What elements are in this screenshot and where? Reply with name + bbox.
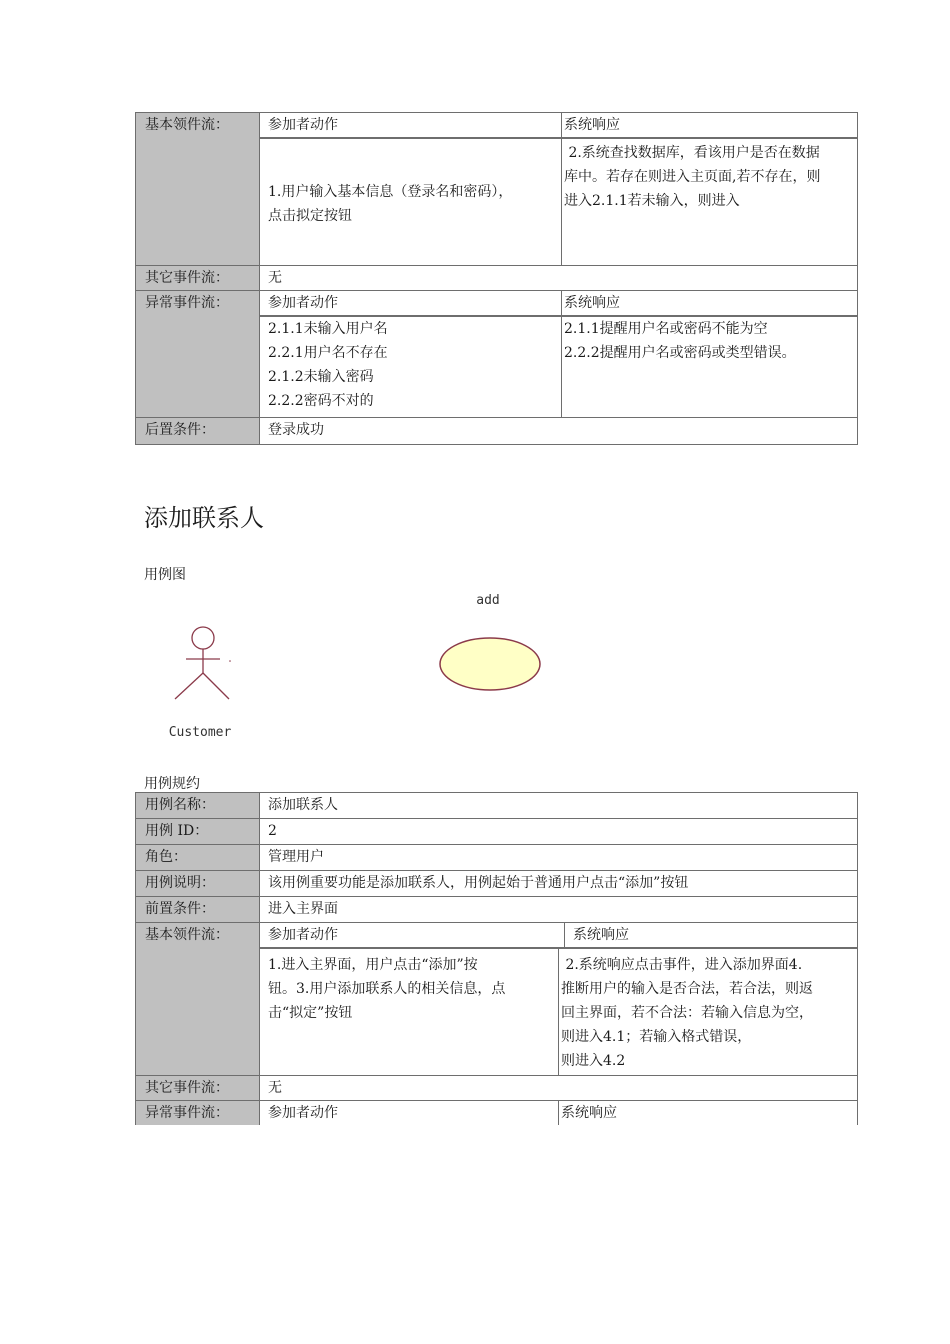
basic-response-line: 则进入4.2: [561, 1053, 626, 1069]
system-response-header: 系统响应: [562, 113, 858, 138]
system-response-header: 系统响应: [565, 923, 858, 948]
actor-icon: [175, 627, 229, 699]
basic-response-cell: [562, 139, 858, 265]
basic-response-line: 2.系统查找数据库，看该用户是否在数据: [564, 145, 820, 161]
exception-flow-label: 异常事件流：: [136, 1101, 260, 1126]
name-label: 用例名称：: [136, 793, 260, 819]
postcondition-value: 登录成功: [260, 418, 858, 445]
basic-response-line: 回主界面，若不合法：若输入信息为空，: [561, 1005, 813, 1021]
desc-value: 该用例重要功能是添加联系人，用例起始于普通用户点击“添加”按钮: [260, 871, 858, 897]
basic-flow-label: 基本领件流：: [136, 923, 260, 1076]
exception-action-item: 2.2.2密码不对的: [268, 393, 374, 409]
basic-action-cell: [260, 139, 562, 265]
exception-flow-label: 异常事件流：: [136, 291, 260, 418]
exception-actions-cell: [260, 317, 562, 417]
basic-response-line: 2.系统响应点击事件，进入添加界面4.: [561, 957, 803, 973]
basic-action-line: 点击拟定按钮: [268, 208, 352, 224]
basic-action-line: 击“拟定”按钮: [268, 1005, 353, 1021]
participant-action-header: 参加者动作: [260, 923, 565, 948]
participant-action-header: 参加者动作: [260, 113, 562, 138]
exception-action-item: 2.2.1用户名不存在: [268, 345, 388, 361]
name-value: 添加联系人: [260, 793, 858, 819]
other-flow-value: 无: [260, 266, 858, 291]
other-flow-label: 其它事件流：: [136, 266, 260, 291]
id-value: 2: [260, 819, 858, 845]
login-flow-table: [135, 112, 858, 445]
other-flow-value: 无: [260, 1076, 858, 1101]
exception-response-header: 系统响应: [562, 291, 858, 316]
exception-action-header: 参加者动作: [260, 1101, 559, 1125]
desc-label: 用例说明：: [136, 871, 260, 897]
exception-response-item: 2.1.1提醒用户名或密码不能为空: [564, 321, 768, 337]
exception-responses-cell: [562, 317, 858, 417]
basic-response-line: 进入2.1.1若未输入，则进入: [564, 193, 740, 209]
precondition-label: 前置条件：: [136, 897, 260, 923]
other-flow-label: 其它事件流：: [136, 1076, 260, 1101]
postcondition-label: 后置条件：: [136, 418, 260, 445]
exception-action-item: 2.1.2未输入密码: [268, 369, 374, 385]
section-title: 添加联系人: [144, 504, 264, 532]
usecase-spec-label: 用例规约: [144, 776, 200, 792]
basic-action-line: 1.进入主界面，用户点击“添加”按: [268, 957, 478, 973]
exception-action-item: 2.1.1未输入用户名: [268, 321, 388, 337]
add-contact-spec-table: [135, 792, 858, 1125]
basic-response-line: 则进入4.1；若输入格式错误，: [561, 1029, 752, 1045]
precondition-value: 进入主界面: [260, 897, 858, 923]
actor-name-label: Customer: [168, 725, 232, 740]
usecase-ellipse: [440, 638, 540, 690]
usecase-diagram-label: 用例图: [144, 567, 186, 583]
basic-action-cell: [260, 949, 559, 1075]
usecase-diagram: [160, 585, 580, 745]
exception-action-header: 参加者动作: [260, 291, 562, 316]
basic-response-line: 库中。若存在则进入主页面,若不存在，则: [564, 169, 821, 185]
basic-response-line: 推断用户的输入是否合法，若合法，则返: [561, 981, 813, 997]
exception-response-header: 系统响应: [561, 1105, 617, 1121]
id-label: 用例 ID：: [136, 819, 260, 845]
basic-flow-label: 基本领件流：: [136, 113, 260, 266]
role-value: 管理用户: [260, 845, 858, 871]
basic-response-cell: [559, 949, 858, 1075]
role-label: 角色：: [136, 845, 260, 871]
basic-action-line: 1.用户输入基本信息（登录名和密码），: [268, 184, 513, 200]
usecase-name-label: add: [476, 593, 500, 608]
exception-response-item: 2.2.2提醒用户名或密码或类型错误。: [564, 345, 796, 361]
basic-action-line: 钮。3.用户添加联系人的相关信息，点: [268, 981, 506, 997]
